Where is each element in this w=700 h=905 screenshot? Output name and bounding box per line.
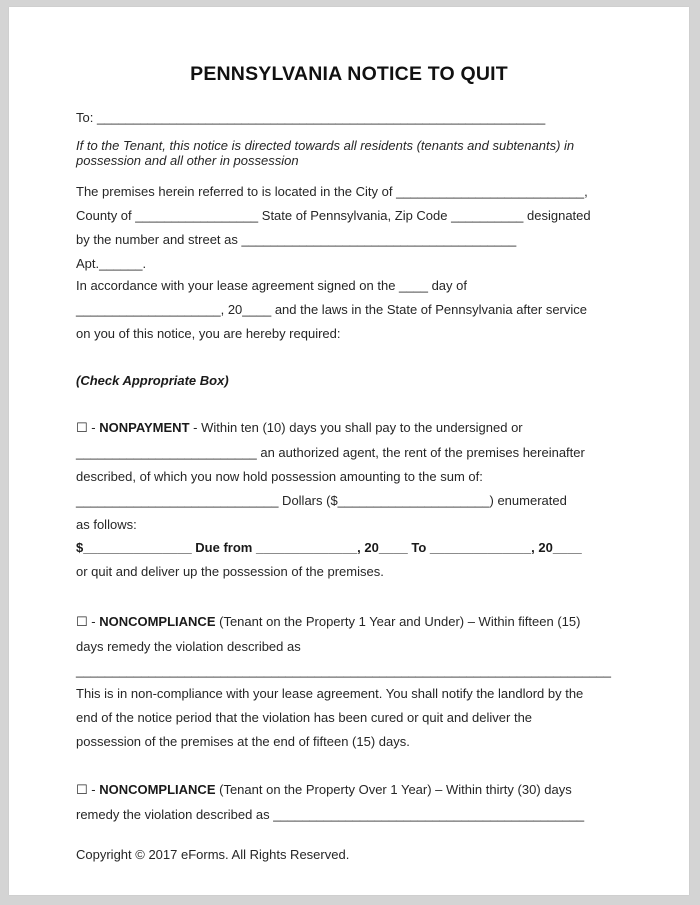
- nonpayment-line-2: _________________________ an authorized agent, the rent of the premises hereinafter: [76, 445, 585, 460]
- tenant-note-line-2: possession and all other in possession: [76, 153, 299, 168]
- noncompliance-2-text: (Tenant on the Property Over 1 Year) – Within thirty (30) days: [215, 782, 572, 797]
- premises-line-5: In accordance with your lease agreement signed on the ____ day of: [76, 278, 467, 293]
- check-box-heading: (Check Appropriate Box): [76, 373, 229, 388]
- noncompliance-1-dash: -: [87, 614, 100, 629]
- tenant-note-line-1: If to the Tenant, this notice is directed towards all residents (tenants and subtenants) in: [76, 138, 575, 153]
- copyright: Copyright © 2017 eForms. All Rights Reserved.: [76, 847, 350, 862]
- premises-line-6: ____________________, 20____ and the laws in the State of Pennsylvania after service: [76, 302, 587, 317]
- noncompliance-1-line-5: possession of the premises at the end of fifteen (15) days.: [76, 734, 410, 749]
- nonpayment-schedule: $_______________ Due from ______________, 20____ To ______________, 20____: [76, 540, 582, 555]
- nonpayment-closing: or quit and deliver up the possession of the premises.: [76, 564, 384, 579]
- document-title: PENNSYLVANIA NOTICE TO QUIT: [190, 63, 508, 85]
- nonpayment-checkbox[interactable]: ☐: [76, 420, 88, 435]
- nonpayment-line-4: ____________________________ Dollars ($_____________________) enumerated: [76, 493, 567, 508]
- noncompliance-1-line-1: [76, 614, 580, 630]
- noncompliance-1-line-2: days remedy the violation described as: [76, 639, 301, 654]
- noncompliance-2-checkbox[interactable]: ☐: [76, 782, 88, 797]
- premises-line-4: Apt.______.: [76, 256, 147, 271]
- premises-line-1: The premises herein referred to is located in the City of __________________________,: [76, 184, 588, 199]
- document-page: [9, 7, 689, 895]
- noncompliance-2-dash: -: [87, 782, 100, 797]
- noncompliance-1-line-3: This is in non-compliance with your lease agreement. You shall notify the landlord by the: [76, 686, 584, 701]
- noncompliance-1-blank: __________________________________________________________________________: [76, 663, 612, 678]
- noncompliance-2-label: NONCOMPLIANCE: [99, 782, 216, 797]
- to-line: To: ______________________________________________________________: [76, 110, 546, 125]
- noncompliance-1-checkbox[interactable]: ☐: [76, 614, 88, 629]
- noncompliance-2-line-2: remedy the violation described as ___________________________________________: [76, 807, 585, 822]
- nonpayment-label: NONPAYMENT: [99, 420, 190, 435]
- nonpayment-line-1: [76, 420, 523, 436]
- noncompliance-1-label: NONCOMPLIANCE: [99, 614, 216, 629]
- premises-line-3: by the number and street as ______________________________________: [76, 232, 517, 247]
- nonpayment-text: - Within ten (10) days you shall pay to the undersigned or: [189, 420, 523, 435]
- nonpayment-dash: -: [87, 420, 100, 435]
- premises-line-7: on you of this notice, you are hereby required:: [76, 326, 341, 341]
- noncompliance-2-line-1: [76, 782, 572, 798]
- noncompliance-1-line-4: end of the notice period that the violation has been cured or quit and deliver the: [76, 710, 533, 725]
- nonpayment-line-3: described, of which you now hold possession amounting to the sum of:: [76, 469, 483, 484]
- noncompliance-1-text: (Tenant on the Property 1 Year and Under) – Within fifteen (15): [215, 614, 581, 629]
- premises-line-2: County of _________________ State of Pennsylvania, Zip Code __________ designated: [76, 208, 591, 223]
- nonpayment-line-5: as follows:: [76, 517, 137, 532]
